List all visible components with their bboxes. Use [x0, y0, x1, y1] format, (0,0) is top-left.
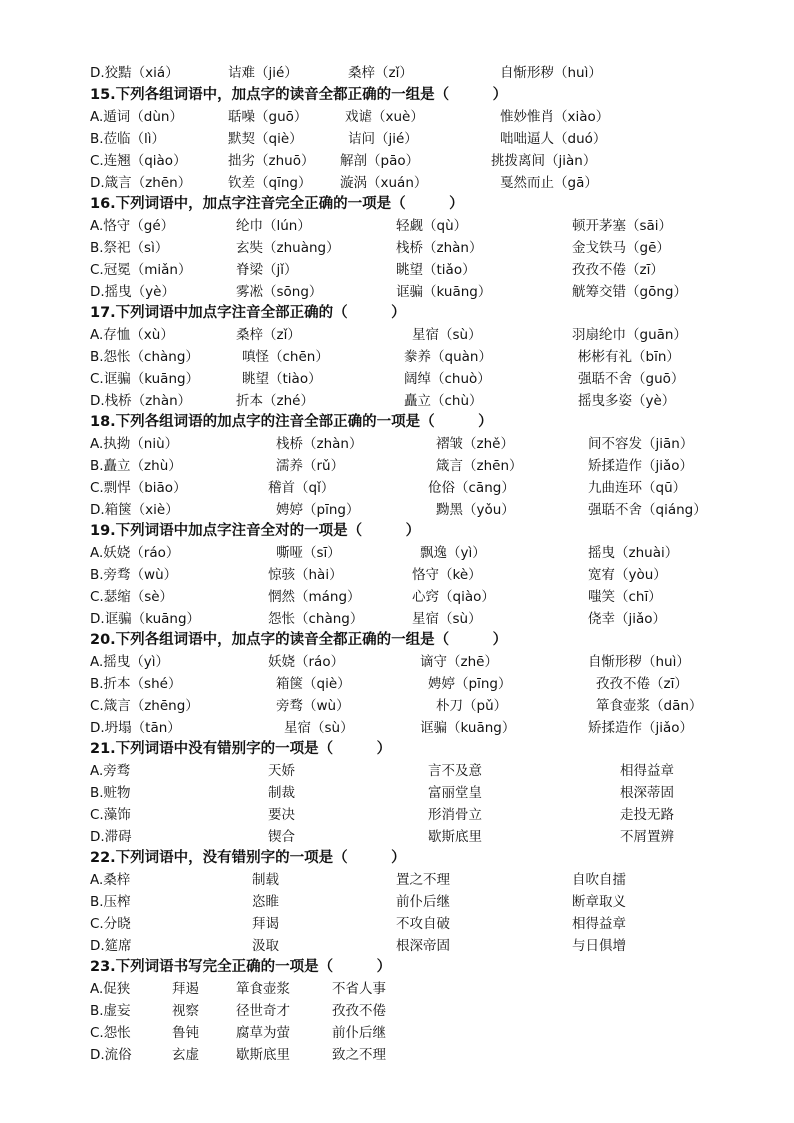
option-a: A.恪守（gé）: [90, 218, 175, 234]
option-a: D.箱箧（xiè）: [90, 502, 179, 518]
option-c: 诘问（jié）: [348, 131, 418, 147]
option-a: D.狡黠（xiá）: [90, 65, 179, 81]
option-a: D.坍塌（tān）: [90, 720, 181, 736]
option-b: 鲁钝: [172, 1025, 199, 1041]
option-b: 钦差（qīng）: [228, 175, 312, 191]
option-c: 箴言（zhēn）: [436, 458, 523, 474]
option-c: 星宿（sù）: [412, 611, 482, 627]
option-c: 解剖（pāo）: [340, 153, 420, 169]
option-c: 黝黑（yǒu）: [436, 502, 515, 518]
option-a: A.执拗（niù）: [90, 436, 179, 452]
option-c: 褶皱（zhě）: [436, 436, 514, 452]
option-b: 默契（qiè）: [228, 131, 303, 147]
option-c: 伧俗（cāng）: [428, 480, 515, 496]
option-c: 星宿（sù）: [412, 327, 482, 343]
option-b: 娉婷（pīng）: [276, 502, 360, 518]
option-a: B.压榨: [90, 894, 131, 910]
option-d: 宽宥（yòu）: [588, 567, 667, 583]
option-b: 天娇: [268, 763, 295, 779]
option-c: 桑梓（zǐ）: [348, 65, 413, 81]
option-c: 飘逸（yì）: [420, 545, 486, 561]
option-b: 恣睢: [252, 894, 279, 910]
option-d: 觥筹交错（gōng）: [572, 284, 687, 300]
option-b: 脊梁（jǐ）: [236, 262, 298, 278]
option-d: 咄咄逼人（duó）: [500, 131, 607, 147]
option-a: D.箴言（zhēn）: [90, 175, 192, 191]
option-c: 娉婷（pīng）: [428, 676, 512, 692]
option-c: 漩涡（xuán）: [340, 175, 428, 191]
option-b: 拜遏: [172, 981, 199, 997]
option-d: 矫揉造作（jiǎo）: [588, 720, 694, 736]
option-c: 矗立（chù）: [404, 393, 483, 409]
option-c: 轻觑（qù）: [396, 218, 468, 234]
option-c: 恪守（kè）: [412, 567, 482, 583]
option-a: A.存恤（xù）: [90, 327, 174, 343]
option-a: A.旁骛: [90, 763, 131, 779]
option-b: 雾凇（sōng）: [236, 284, 323, 300]
option-a: A.妖娆（ráo）: [90, 545, 180, 561]
option-a: B.祭祀（sì）: [90, 240, 169, 256]
option-b: 玄奘（zhuàng）: [236, 240, 340, 256]
option-d: 走投无路: [620, 807, 674, 823]
option-c: 富丽堂皇: [428, 785, 482, 801]
option-d: 惟妙惟肖（xiào）: [500, 109, 610, 125]
option-b: 妖娆（ráo）: [268, 654, 345, 670]
option-b: 濡养（rǔ）: [276, 458, 345, 474]
option-b: 栈桥（zhàn）: [276, 436, 363, 452]
option-c: 箪食壶浆: [236, 981, 290, 997]
option-b: 旁骛（wù）: [276, 698, 350, 714]
option-a: C.诓骗（kuāng）: [90, 371, 200, 387]
option-d: 强聒不舍（guō）: [578, 371, 685, 387]
option-d: 羽扇纶巾（guān）: [572, 327, 687, 343]
option-b: 诘难（jié）: [228, 65, 298, 81]
option-d: 挑拨离间（jiàn）: [491, 153, 597, 169]
option-a: B.莅临（lì）: [90, 131, 166, 147]
option-c: 阔绰（chuò）: [404, 371, 491, 387]
option-b: 折本（zhé）: [236, 393, 314, 409]
option-c: 栈桥（zhàn）: [396, 240, 483, 256]
option-c: 诓骗（kuāng）: [396, 284, 492, 300]
option-d: 相得益章: [572, 916, 626, 932]
option-b: 视察: [172, 1003, 199, 1019]
option-c: 戏谑（xuè）: [345, 109, 424, 125]
option-a: C.剽悍（biāo）: [90, 480, 187, 496]
option-b: 制载: [252, 872, 279, 888]
question-15-title: 15.下列各组词语中，加点字的读音全都正确的一组是（ ）: [90, 87, 508, 103]
option-a: C.连翘（qiào）: [90, 153, 187, 169]
option-d: 与日俱增: [572, 938, 626, 954]
option-c: 置之不理: [396, 872, 450, 888]
option-c: 根深帝固: [396, 938, 450, 954]
option-b: 箱箧（qiè）: [276, 676, 351, 692]
option-d: 矫揉造作（jiǎo）: [588, 458, 694, 474]
option-a: D.栈桥（zhàn）: [90, 393, 192, 409]
option-b: 拙劣（zhuō）: [228, 153, 315, 169]
option-d: 孜孜不倦: [332, 1003, 386, 1019]
option-b: 玄虚: [172, 1047, 199, 1063]
option-d: 自吹自擂: [572, 872, 626, 888]
option-a: B.赃物: [90, 785, 131, 801]
option-d: 顿开茅塞（sāi）: [572, 218, 673, 234]
option-c: 谪守（zhē）: [420, 654, 498, 670]
option-d: 自惭形秽（huì）: [588, 654, 690, 670]
option-b: 嗔怪（chēn）: [242, 349, 329, 365]
option-a: C.藻饰: [90, 807, 131, 823]
option-d: 摇曳多姿（yè）: [578, 393, 676, 409]
question-21-title: 21.下列词语中没有错别字的一项是（ ）: [90, 741, 392, 757]
option-b: 稽首（qǐ）: [268, 480, 335, 496]
option-d: 箪食壶浆（dān）: [596, 698, 703, 714]
option-a: C.冠冕（miǎn）: [90, 262, 192, 278]
question-17-title: 17.下列词语中加点字注音全部正确的（ ）: [90, 305, 406, 321]
question-23-title: 23.下列词语书写完全正确的一项是（ ）: [90, 959, 392, 975]
option-a: C.怨怅: [90, 1025, 131, 1041]
question-19-title: 19.下列词语中加点字注音全对的一项是（ ）: [90, 523, 421, 539]
option-c: 朴刀（pǔ）: [436, 698, 508, 714]
option-d: 嗤笑（chī）: [588, 589, 662, 605]
option-c: 诓骗（kuāng）: [420, 720, 516, 736]
option-c: 形消骨立: [428, 807, 482, 823]
option-c: 前仆后继: [396, 894, 450, 910]
option-d: 不屑置辨: [620, 829, 674, 845]
option-d: 不省人事: [332, 981, 386, 997]
option-c: 腐草为萤: [236, 1025, 290, 1041]
option-a: A.遁词（dùn）: [90, 109, 183, 125]
option-a: D.滞碍: [90, 829, 132, 845]
option-a: B.折本（shé）: [90, 676, 182, 692]
option-a: D.流俗: [90, 1047, 132, 1063]
option-b: 嘶哑（sī）: [276, 545, 341, 561]
option-d: 彬彬有礼（bīn）: [578, 349, 680, 365]
option-b: 要决: [268, 807, 295, 823]
option-b: 惊骇（hài）: [268, 567, 343, 583]
option-b: 星宿（sù）: [284, 720, 354, 736]
option-d: 九曲连环（qū）: [588, 480, 687, 496]
question-20-title: 20.下列各组词语中，加点字的读音全都正确的一组是（ ）: [90, 632, 508, 648]
option-d: 根深蒂固: [620, 785, 674, 801]
option-b: 锲合: [268, 829, 295, 845]
option-b: 纶巾（lún）: [236, 218, 311, 234]
option-b: 聒噪（guō）: [228, 109, 308, 125]
option-c: 言不及意: [428, 763, 482, 779]
option-c: 径世奇才: [236, 1003, 290, 1019]
option-d: 间不容发（jiān）: [588, 436, 694, 452]
option-c: 歇斯底里: [428, 829, 482, 845]
option-d: 摇曳（zhuài）: [588, 545, 679, 561]
option-b: 怨怅（chàng）: [268, 611, 364, 627]
option-d: 致之不理: [332, 1047, 386, 1063]
option-d: 孜孜不倦（zī）: [596, 676, 688, 692]
option-c: 心窍（qiào）: [412, 589, 495, 605]
option-d: 强聒不舍（qiáng）: [588, 502, 707, 518]
option-a: A.摇曳（yì）: [90, 654, 170, 670]
option-a: B.虚妄: [90, 1003, 131, 1019]
option-c: 眺望（tiǎo）: [396, 262, 476, 278]
option-b: 汲取: [252, 938, 279, 954]
question-16-title: 16.下列词语中，加点字注音完全正确的一项是（ ）: [90, 196, 464, 212]
option-a: D.筵席: [90, 938, 132, 954]
option-d: 断章取义: [572, 894, 626, 910]
question-18-title: 18.下列各组词语的加点字的注音全部正确的一项是（ ）: [90, 414, 493, 430]
option-a: B.旁骛（wù）: [90, 567, 178, 583]
option-a: B.怨怅（chàng）: [90, 349, 199, 365]
option-b: 桑梓（zǐ）: [236, 327, 301, 343]
option-a: D.摇曳（yè）: [90, 284, 175, 300]
option-a: C.分晓: [90, 916, 131, 932]
option-a: D.诓骗（kuāng）: [90, 611, 201, 627]
option-b: 拜谒: [252, 916, 279, 932]
option-d: 侥幸（jiǎo）: [588, 611, 667, 627]
option-a: C.箴言（zhēng）: [90, 698, 199, 714]
option-c: 不攻自破: [396, 916, 450, 932]
option-a: B.矗立（zhù）: [90, 458, 182, 474]
option-a: A.桑梓: [90, 872, 131, 888]
option-b: 惘然（máng）: [268, 589, 361, 605]
option-d: 孜孜不倦（zī）: [572, 262, 664, 278]
option-d: 金戈铁马（gē）: [572, 240, 670, 256]
option-c: 豢养（quàn）: [404, 349, 492, 365]
option-a: A.促狭: [90, 981, 131, 997]
option-d: 戛然而止（gā）: [500, 175, 598, 191]
question-22-title: 22.下列词语中，没有错别字的一项是（ ）: [90, 850, 406, 866]
option-b: 制裁: [268, 785, 295, 801]
option-b: 眺望（tiào）: [242, 371, 322, 387]
option-a: C.瑟缩（sè）: [90, 589, 174, 605]
option-c: 歇斯底里: [236, 1047, 290, 1063]
option-d: 相得益章: [620, 763, 674, 779]
option-d: 自惭形秽（huì）: [500, 65, 602, 81]
option-d: 前仆后继: [332, 1025, 386, 1041]
